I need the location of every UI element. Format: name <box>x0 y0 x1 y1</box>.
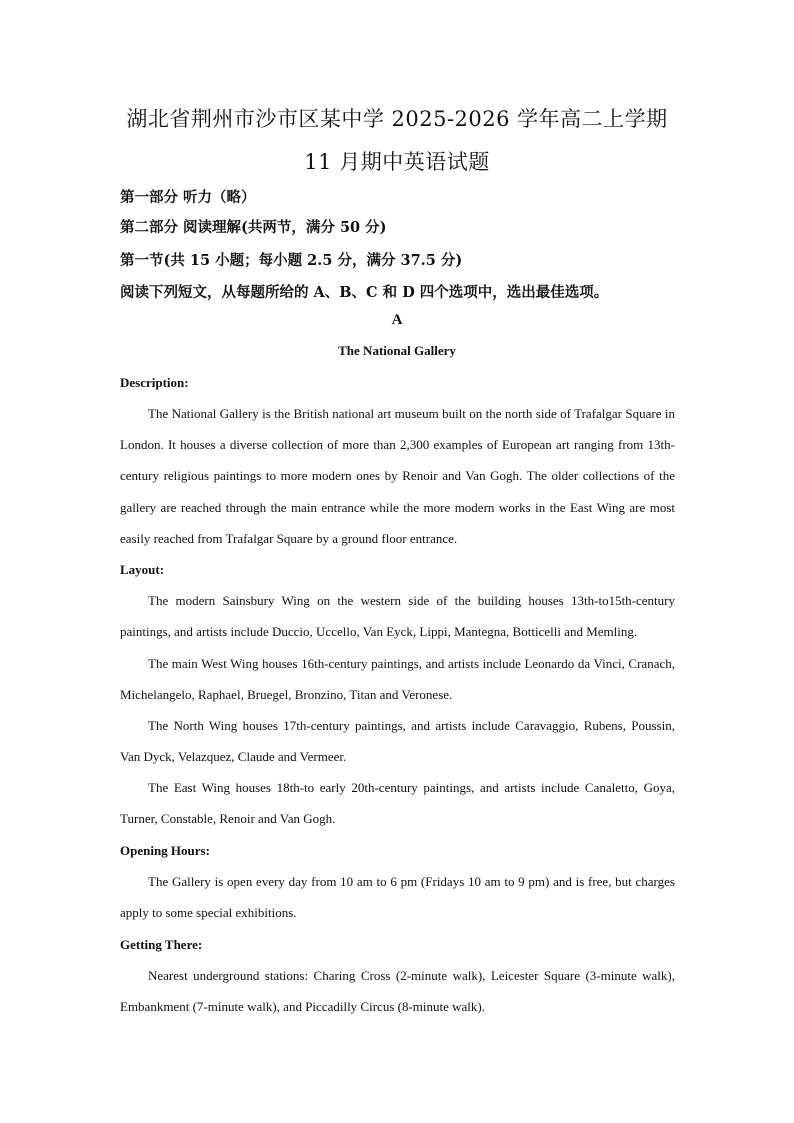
getting-there-paragraph <box>120 960 675 1022</box>
description-paragraph <box>120 398 675 554</box>
document-title-line2: 11 月期中英语试题 <box>304 150 490 174</box>
opening-hours-heading: Opening Hours: <box>120 843 210 858</box>
layout-heading: Layout: <box>120 562 165 577</box>
layout-text-2: The main West Wing houses 16th-century paintings, and artists include Leonardo da Vinci, Cranach, Michelangelo, Raphael, Bruegel, Bronzino, Titan and Veronese. <box>120 656 675 703</box>
opening-hours-text: The Gallery is open every day from 10 am to 6 pm (Fridays 10 am to 9 pm) and is free, but charges apply to some special exhibitions. <box>120 874 675 921</box>
layout-text-1: The modern Sainsbury Wing on the western side of the building houses 13th-to15th-century paintings, and artists include Duccio, Uccello, Van Eyck, Lippi, Mantegna, Botticelli and Memling. <box>120 593 675 640</box>
layout-paragraph-2 <box>120 648 675 710</box>
getting-there-heading: Getting There: <box>120 937 203 952</box>
layout-text-4: The East Wing houses 18th-to early 20th-century paintings, and artists include Canaletto, Goya, Turner, Constable, Renoir and Van Gogh. <box>120 780 675 827</box>
passage-letter: A <box>391 312 403 328</box>
layout-text-3: The North Wing houses 17th-century paintings, and artists include Caravaggio, Rubens, Poussin, Van Dyck, Velazquez, Claude and Vermeer. <box>120 718 675 765</box>
layout-paragraph-1 <box>120 585 675 647</box>
layout-paragraph-3 <box>120 710 675 772</box>
description-heading: Description: <box>120 375 189 390</box>
instruction-text: 阅读下列短文，从每题所给的 A、B、C 和 D 四个选项中，选出最佳选项。 <box>120 284 609 301</box>
opening-hours-paragraph <box>120 866 675 928</box>
passage-title: The National Gallery <box>338 343 456 358</box>
description-text: The National Gallery is the British national art museum built on the north side of Trafalgar Square in London. It houses a diverse collection of more than 2,300 examples of European art ranging from 13th-century religious paintings to more modern ones by Renoir and Van Gogh. The older collections of the gallery are reached through the main entrance while the more modern works in the East Wing are most easily reached from Trafalgar Square by a ground floor entrance. <box>120 406 675 546</box>
section1-heading: 第一节(共 15 小题；每小题 2.5 分，满分 37.5 分) <box>120 252 463 269</box>
document-title-line1: 湖北省荆州市沙市区某中学 2025-2026 学年高二上学期 <box>126 107 668 131</box>
getting-there-text: Nearest underground stations: Charing Cross (2-minute walk), Leicester Square (3-minute walk), Embankment (7-minute walk), and Piccadilly Circus (8-minute walk). <box>120 968 675 1015</box>
layout-paragraph-4 <box>120 772 675 834</box>
part2-heading: 第二部分 阅读理解(共两节，满分 50 分) <box>120 219 387 236</box>
part1-heading: 第一部分 听力（略） <box>120 189 256 206</box>
